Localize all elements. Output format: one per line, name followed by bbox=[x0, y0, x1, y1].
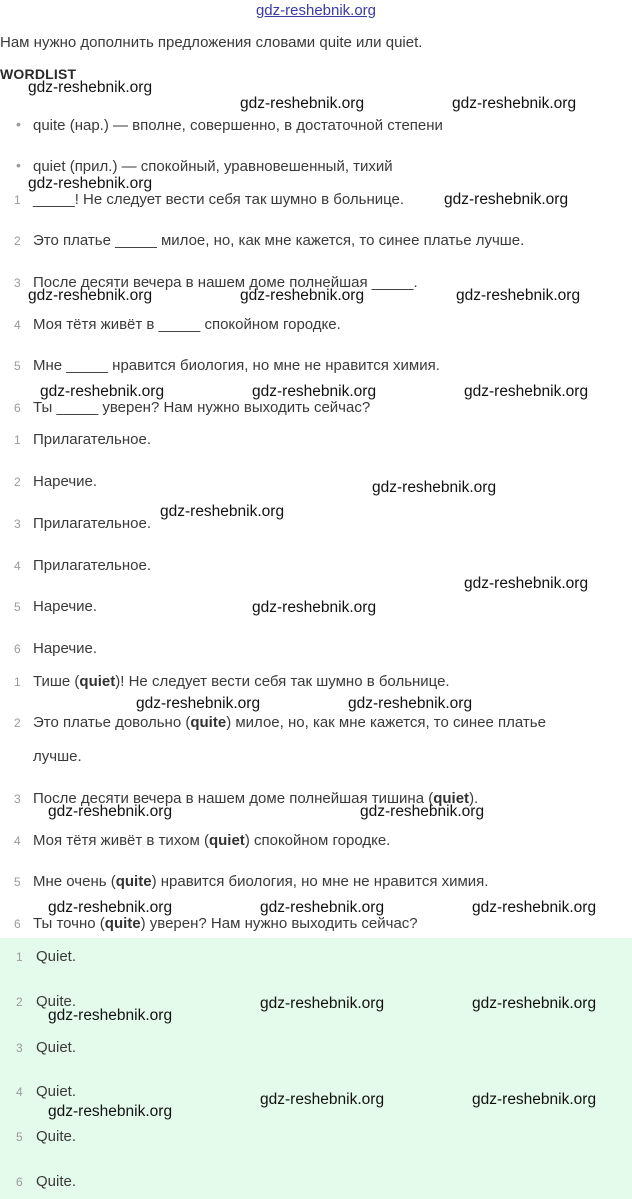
watermark: gdz-reshebnik.org bbox=[240, 287, 365, 304]
watermark: gdz-reshebnik.org bbox=[472, 899, 597, 916]
translation-text: Моя тётя живёт в тихом (quiet) спокойном городке. bbox=[33, 832, 391, 849]
row-number: 6 bbox=[14, 401, 21, 415]
pos-text: Прилагательное. bbox=[33, 431, 152, 448]
answers-panel bbox=[0, 938, 632, 1199]
watermark: gdz-reshebnik.org bbox=[456, 287, 581, 304]
row-number: 6 bbox=[14, 917, 21, 931]
keyword: quite bbox=[104, 915, 141, 932]
watermark: gdz-reshebnik.org bbox=[464, 575, 589, 592]
bullet-icon: • bbox=[16, 116, 21, 132]
watermark: gdz-reshebnik.org bbox=[260, 899, 385, 916]
keyword: quiet bbox=[208, 832, 245, 849]
translation-text: После десяти вечера в нашем доме полнейшая тишина (quiet). bbox=[33, 790, 479, 807]
pos-text: Наречие. bbox=[33, 473, 98, 490]
row-number: 3 bbox=[16, 1041, 23, 1055]
row-number: 2 bbox=[14, 475, 21, 489]
watermark: gdz-reshebnik.org bbox=[360, 803, 485, 820]
row-number: 1 bbox=[14, 675, 21, 689]
row-number: 4 bbox=[14, 318, 21, 332]
row-number: 5 bbox=[14, 600, 21, 614]
exercise-text: Мне _____ нравится биология, но мне не нравится химия. bbox=[33, 357, 440, 374]
row-number: 6 bbox=[14, 642, 21, 656]
watermark: gdz-reshebnik.org bbox=[372, 479, 497, 496]
watermark: gdz-reshebnik.org bbox=[452, 95, 577, 112]
translation-text: Мне очень (quite) нравится биология, но мне не нравится химия. bbox=[33, 873, 489, 890]
watermark: gdz-reshebnik.org bbox=[472, 995, 597, 1012]
row-number: 5 bbox=[14, 359, 21, 373]
exercise-text: Ты _____ уверен? Нам нужно выходить сейчас? bbox=[33, 399, 371, 416]
watermark: gdz-reshebnik.org bbox=[48, 899, 173, 916]
exercise-text: _____! Не следует вести себя так шумно в больнице. bbox=[33, 191, 405, 208]
watermark: gdz-reshebnik.org bbox=[240, 95, 365, 112]
wordlist-item-text: quite (нар.) — вполне, совершенно, в достаточной степени bbox=[33, 117, 443, 134]
translation-text: Тише (quiet)! Не следует вести себя так шумно в больнице. bbox=[33, 673, 450, 690]
watermark: gdz-reshebnik.org bbox=[464, 383, 589, 400]
answer-text: Quite. bbox=[36, 993, 77, 1010]
watermark: gdz-reshebnik.org bbox=[48, 803, 173, 820]
watermark: gdz-reshebnik.org bbox=[260, 995, 385, 1012]
keyword: quiet bbox=[433, 790, 470, 807]
watermark: gdz-reshebnik.org bbox=[28, 287, 153, 304]
wordlist-heading: WORDLIST bbox=[0, 66, 77, 82]
answer-text: Quite. bbox=[36, 1128, 77, 1145]
watermark: gdz-reshebnik.org bbox=[348, 695, 473, 712]
watermark: gdz-reshebnik.org bbox=[160, 503, 285, 520]
translation-text: Это платье довольно (quite) милое, но, как мне кажется, то синее платье bbox=[33, 714, 546, 731]
watermark: gdz-reshebnik.org bbox=[40, 383, 165, 400]
row-number: 1 bbox=[14, 433, 21, 447]
watermark: gdz-reshebnik.org bbox=[260, 1091, 385, 1108]
exercise-text: Это платье _____ милое, но, как мне кажется, то синее платье лучше. bbox=[33, 232, 525, 249]
answer-text: Quite. bbox=[36, 1173, 77, 1190]
row-number: 3 bbox=[14, 517, 21, 531]
keyword: quiet bbox=[79, 673, 116, 690]
exercise-text: После десяти вечера в нашем доме полнейшая _____. bbox=[33, 274, 418, 291]
intro-text: Нам нужно дополнить предложения словами quite или quiet. bbox=[0, 34, 423, 51]
bullet-icon: • bbox=[16, 157, 21, 173]
pos-text: Наречие. bbox=[33, 598, 98, 615]
row-number: 2 bbox=[14, 234, 21, 248]
translation-text: лучше. bbox=[33, 748, 82, 765]
answer-text: Quiet. bbox=[36, 1039, 77, 1056]
translation-text: Ты точно (quite) уверен? Нам нужно выходить сейчас? bbox=[33, 915, 418, 932]
row-number: 1 bbox=[14, 193, 21, 207]
keyword: quite bbox=[190, 714, 227, 731]
answer-text: Quiet. bbox=[36, 1083, 77, 1100]
row-number: 5 bbox=[16, 1130, 23, 1144]
pos-text: Прилагательное. bbox=[33, 557, 152, 574]
exercise-text: Моя тётя живёт в _____ спокойном городке. bbox=[33, 316, 341, 333]
row-number: 2 bbox=[14, 716, 21, 730]
row-number: 4 bbox=[14, 834, 21, 848]
site-link[interactable]: gdz-reshebnik.org bbox=[255, 2, 377, 19]
watermark: gdz-reshebnik.org bbox=[444, 191, 569, 208]
row-number: 1 bbox=[16, 950, 23, 964]
row-number: 3 bbox=[14, 792, 21, 806]
watermark: gdz-reshebnik.org bbox=[252, 383, 377, 400]
row-number: 5 bbox=[14, 875, 21, 889]
watermark: gdz-reshebnik.org bbox=[48, 1103, 173, 1120]
row-number: 2 bbox=[16, 995, 23, 1009]
watermark: gdz-reshebnik.org bbox=[472, 1091, 597, 1108]
watermark: gdz-reshebnik.org bbox=[48, 1007, 173, 1024]
answer-text: Quiet. bbox=[36, 948, 77, 965]
row-number: 4 bbox=[14, 559, 21, 573]
pos-text: Прилагательное. bbox=[33, 515, 152, 532]
pos-text: Наречие. bbox=[33, 640, 98, 657]
keyword: quite bbox=[115, 873, 152, 890]
watermark: gdz-reshebnik.org bbox=[28, 175, 153, 192]
wordlist-item-text: quiet (прил.) — спокойный, уравновешенный, тихий bbox=[33, 158, 393, 175]
watermark: gdz-reshebnik.org bbox=[28, 79, 153, 96]
row-number: 3 bbox=[14, 276, 21, 290]
watermark: gdz-reshebnik.org bbox=[252, 599, 377, 616]
row-number: 6 bbox=[16, 1175, 23, 1189]
watermark: gdz-reshebnik.org bbox=[136, 695, 261, 712]
row-number: 4 bbox=[16, 1085, 23, 1099]
